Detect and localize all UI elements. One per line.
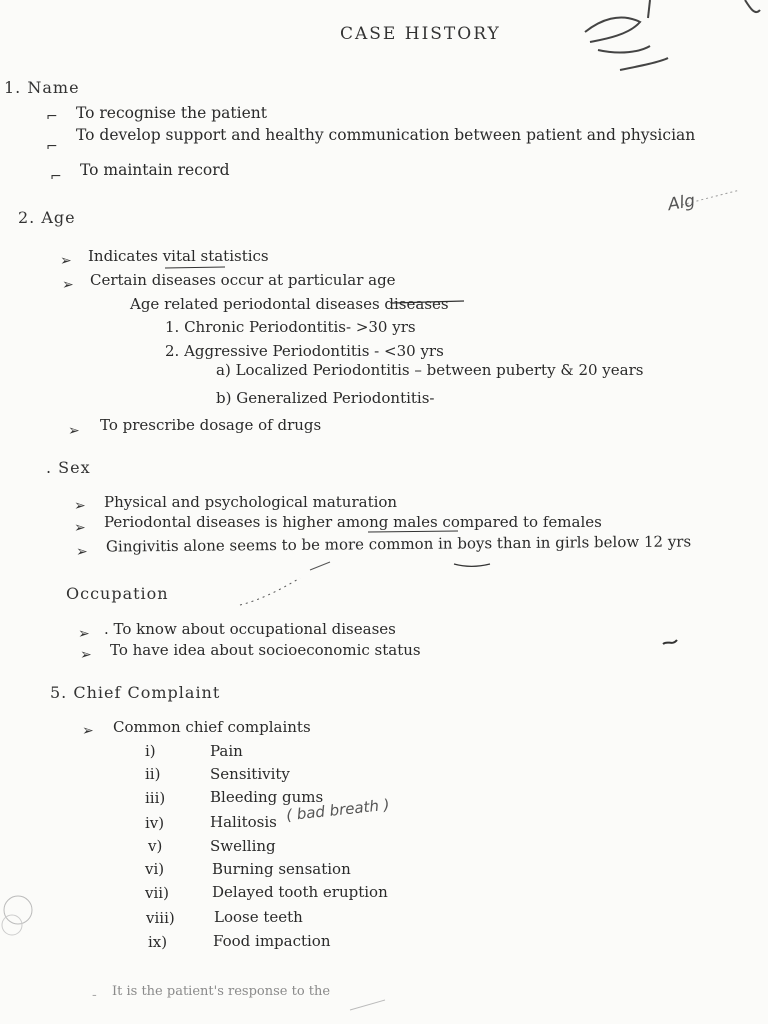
age-lettered-b: b) Generalized Periodontitis- <box>216 389 435 407</box>
complaint-num: ix) <box>148 933 168 951</box>
section-sex-heading: . Sex <box>46 458 91 477</box>
page-title: CASE HISTORY <box>340 24 501 44</box>
complaint-item: Halitosis <box>210 813 277 831</box>
complaint-item: Loose teeth <box>214 908 303 926</box>
arrow-bullet-icon: ➢ <box>82 723 94 739</box>
age-bullet-1: Indicates vital statistics <box>88 247 269 265</box>
complaint-item: Sensitivity <box>210 765 290 783</box>
complaint-num: ii) <box>145 765 161 783</box>
complaint-num: v) <box>148 837 163 855</box>
complaint-num: vi) <box>145 860 165 878</box>
complaint-num: viii) <box>146 909 175 927</box>
complaint-item: Burning sensation <box>212 860 351 878</box>
arrow-bullet-icon: ➢ <box>62 277 74 293</box>
age-numbered-2: 2. Aggressive Periodontitis - <30 yrs <box>165 342 444 360</box>
age-lettered-a: a) Localized Periodontitis – between puberty & 20 years <box>216 361 644 379</box>
age-bullet-2: Certain diseases occur at particular age <box>90 271 396 289</box>
occupation-bullet-1: . To know about occupational diseases <box>104 620 396 638</box>
arrow-bullet-icon: ➢ <box>78 626 90 642</box>
section-age-heading: 2. Age <box>18 208 76 227</box>
age-bullet-dosage: To prescribe dosage of drugs <box>100 416 322 434</box>
complaint-item: Bleeding gums <box>210 788 324 806</box>
arrow-bullet-icon: ➢ <box>60 253 72 269</box>
sex-bullet-1: Physical and psychological maturation <box>104 493 398 511</box>
dash-bullet-icon: ⌐ <box>46 109 58 125</box>
arrow-bullet-icon: ➢ <box>68 423 80 439</box>
age-numbered-1: 1. Chronic Periodontitis- >30 yrs <box>165 318 416 336</box>
complaint-item: Food impaction <box>213 932 331 950</box>
handwritten-annotation: ( bad breath ) <box>285 795 391 825</box>
section-occupation-heading: Occupation <box>66 584 169 603</box>
complaint-item: Swelling <box>210 837 276 855</box>
footer-faint-text: It is the patient's response to the <box>112 984 331 999</box>
occupation-bullet-2: To have idea about socioeconomic status <box>110 641 421 659</box>
complaint-num: iii) <box>145 789 166 807</box>
sex-bullet-3: Gingivitis alone seems to be more common in boys than in girls below 12 yrs <box>105 532 692 556</box>
arrow-bullet-icon: ➢ <box>80 647 92 663</box>
arrow-bullet-icon: ➢ <box>74 520 86 536</box>
complaint-num: iv) <box>145 814 165 832</box>
arrow-bullet-icon: ➢ <box>74 498 86 514</box>
age-subheading: Age related periodontal diseases diseases <box>130 295 449 313</box>
section-name-heading: 1. Name <box>4 78 80 97</box>
dash-bullet-icon: ⌐ <box>46 139 58 155</box>
arrow-bullet-icon: ➢ <box>76 544 88 560</box>
dash-bullet-icon: - <box>92 987 97 1003</box>
chief-complaint-bullet: Common chief complaints <box>113 718 311 736</box>
dash-bullet-icon: ⌐ <box>50 169 62 185</box>
sex-bullet-2: Periodontal diseases is higher among males compared to females <box>104 513 602 531</box>
section-chief-complaint-heading: 5. Chief Complaint <box>50 683 221 702</box>
complaint-item: Delayed tooth eruption <box>212 883 388 901</box>
complaint-num: vii) <box>145 884 169 902</box>
name-bullet-1: To recognise the patient <box>76 104 267 122</box>
name-bullet-2: To develop support and healthy communication between patient and physician <box>76 126 696 144</box>
complaint-item: Pain <box>210 742 243 760</box>
complaint-num: i) <box>145 742 156 760</box>
handwritten-note: Alg <box>666 190 697 216</box>
name-bullet-3: To maintain record <box>80 161 230 179</box>
